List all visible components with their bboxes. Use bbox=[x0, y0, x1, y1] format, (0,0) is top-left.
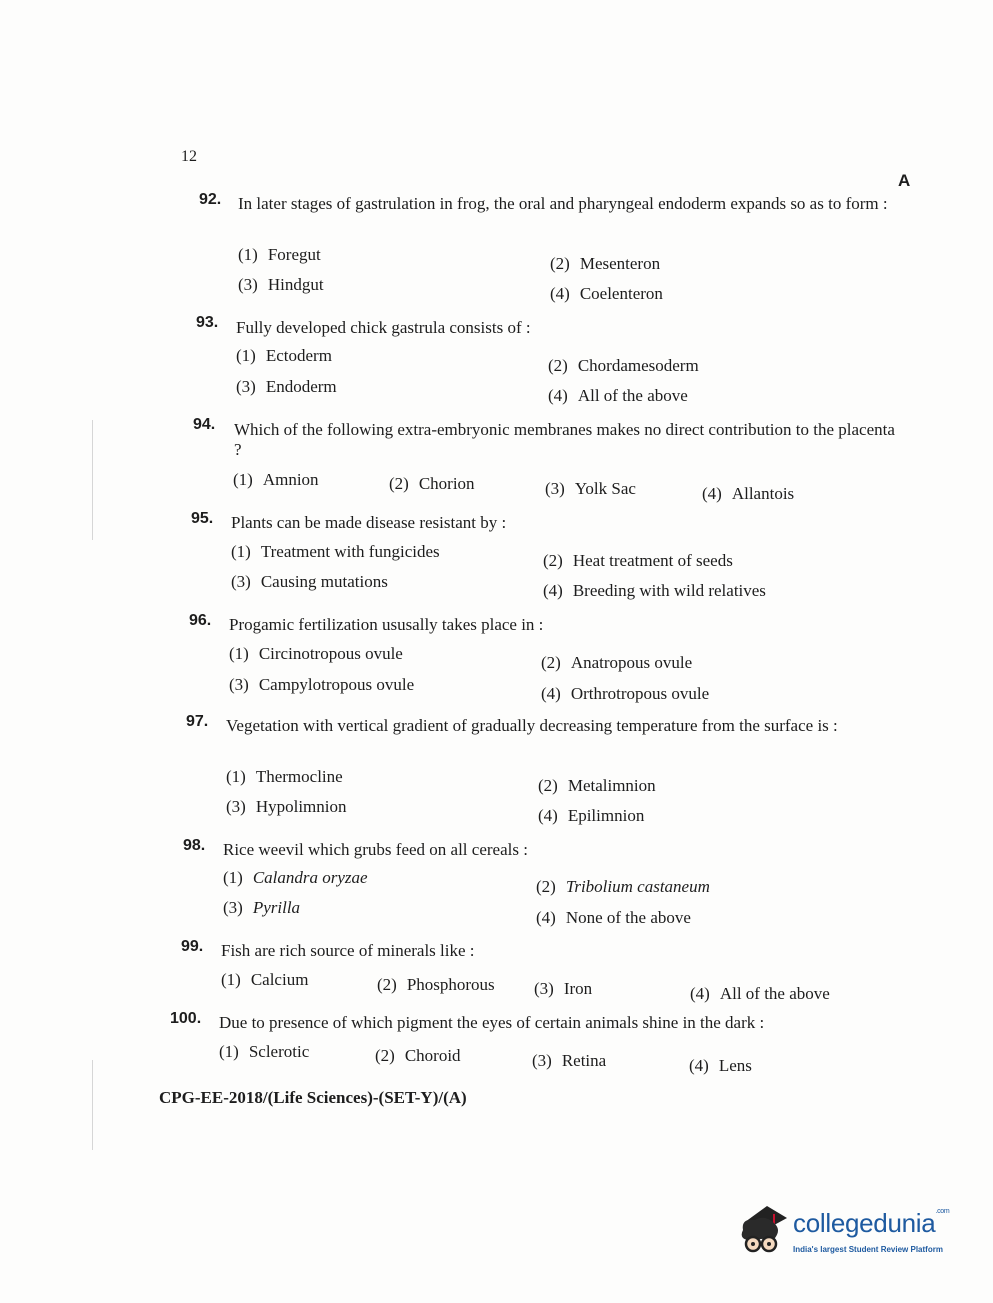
option-1: (1) Thermocline bbox=[226, 767, 343, 786]
option-3: (3) Campylotropous ovule bbox=[229, 675, 415, 694]
option-1: (1) Treatment with fungicides bbox=[231, 542, 440, 561]
option-3: (3) Endoderm bbox=[236, 377, 337, 396]
option-1: (1) Ectoderm bbox=[236, 346, 332, 365]
option-4: (4) Epilimnion bbox=[538, 806, 645, 825]
question-number: 100. bbox=[170, 1010, 202, 1027]
option-1: (1) Circinotropous ovule bbox=[229, 644, 403, 663]
option-1: (1) Calandra oryzae bbox=[223, 868, 368, 887]
option-4: (4) All of the above bbox=[548, 386, 688, 405]
option-3: (3) Hindgut bbox=[238, 275, 324, 294]
option-3: (3) Iron bbox=[534, 979, 593, 998]
option-2: (2) Chorion bbox=[389, 474, 475, 493]
question-text: Plants can be made disease resistant by : bbox=[231, 513, 507, 532]
question-number: 95. bbox=[191, 510, 214, 527]
option-3: (3) Yolk Sac bbox=[545, 479, 636, 498]
scan-artifact bbox=[92, 420, 93, 540]
option-2: (2) Metalimnion bbox=[538, 776, 656, 795]
mascot-icon bbox=[735, 1200, 791, 1260]
question-text: Due to presence of which pigment the eyes of certain animals shine in the dark : bbox=[219, 1013, 765, 1032]
option-4: (4) Allantois bbox=[702, 484, 795, 503]
paper-code-footer: CPG-EE-2018/(Life Sciences)-(SET-Y)/(A) bbox=[159, 1088, 467, 1107]
option-4: (4) Lens bbox=[689, 1056, 752, 1075]
option-2: (2) Choroid bbox=[375, 1046, 461, 1065]
question-number: 97. bbox=[186, 713, 209, 730]
option-3: (3) Causing mutations bbox=[231, 572, 388, 591]
set-code: A bbox=[898, 171, 911, 190]
question-number: 93. bbox=[196, 314, 219, 331]
question-text: Rice weevil which grubs feed on all cereals : bbox=[223, 840, 528, 859]
option-2: (2) Phosphorous bbox=[377, 975, 495, 994]
option-2: (2) Tribolium castaneum bbox=[536, 877, 710, 896]
option-3: (3) Retina bbox=[532, 1051, 607, 1070]
option-2: (2) Anatropous ovule bbox=[541, 653, 693, 672]
logo-wordmark: collegedunia$^{.com}$ bbox=[793, 1208, 950, 1238]
option-1: (1) Calcium bbox=[221, 970, 309, 989]
option-3: (3) Hypolimnion bbox=[226, 797, 347, 816]
option-3: (3) Pyrilla bbox=[223, 898, 301, 917]
option-4: (4) None of the above bbox=[536, 908, 691, 927]
page-number: 12 bbox=[181, 148, 197, 165]
option-1: (1) Sclerotic bbox=[219, 1042, 310, 1061]
option-1: (1) Amnion bbox=[233, 470, 319, 489]
question-text: Fully developed chick gastrula consists of : bbox=[236, 318, 531, 337]
option-2: (2) Chordamesoderm bbox=[548, 356, 699, 375]
option-2: (2) Heat treatment of seeds bbox=[543, 551, 733, 570]
option-4: (4) Coelenteron bbox=[550, 284, 663, 303]
question-number: 96. bbox=[189, 612, 212, 629]
question-text: Which of the following extra-embryonic membranes makes no direct contribution to the placenta ? bbox=[234, 420, 895, 459]
option-2: (2) Mesenteron bbox=[550, 254, 661, 273]
question-text: In later stages of gastrulation in frog, the oral and pharyngeal endoderm expands so as to form : bbox=[238, 194, 888, 213]
option-4: (4) Breeding with wild relatives bbox=[543, 581, 766, 600]
question-text: Vegetation with vertical gradient of gradually decreasing temperature from the surface is : bbox=[226, 716, 838, 735]
option-1: (1) Foregut bbox=[238, 245, 321, 264]
question-number: 98. bbox=[183, 837, 206, 854]
question-text: Fish are rich source of minerals like : bbox=[221, 941, 475, 960]
option-4: (4) Orthrotropous ovule bbox=[541, 684, 710, 703]
logo-tagline: India's largest Student Review Platform bbox=[793, 1245, 943, 1254]
option-4: (4) All of the above bbox=[690, 984, 830, 1003]
question-text: Progamic fertilization ususally takes place in : bbox=[229, 615, 544, 634]
question-number: 99. bbox=[181, 938, 204, 955]
question-number: 94. bbox=[193, 416, 216, 433]
collegedunia-watermark bbox=[735, 1200, 960, 1260]
question-number: 92. bbox=[199, 191, 222, 208]
scan-artifact bbox=[92, 1060, 93, 1150]
